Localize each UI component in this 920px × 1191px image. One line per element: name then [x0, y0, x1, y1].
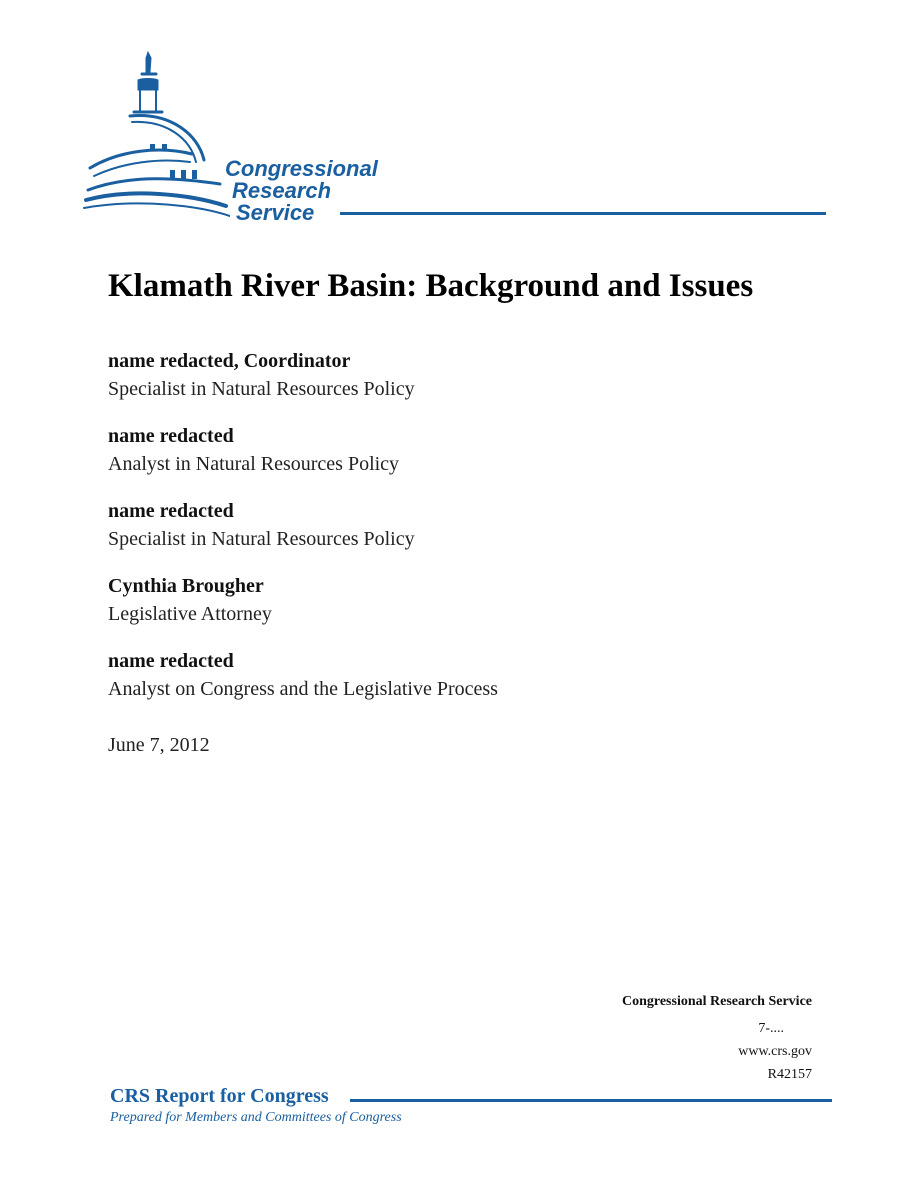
author-role: Analyst in Natural Resources Policy — [108, 453, 400, 475]
author-name: Cynthia Brougher — [108, 575, 264, 597]
author-name: name redacted, Coordinator — [108, 350, 351, 372]
logo-text-congressional: Congressional — [225, 156, 378, 181]
crs-name: Congressional Research Service — [621, 994, 812, 1009]
author-entry — [108, 572, 808, 647]
author-entry — [108, 647, 808, 722]
author-role: Analyst on Congress and the Legislative Process — [108, 678, 498, 700]
footer-title: CRS Report for Congress — [110, 1085, 333, 1108]
author-name: name redacted — [108, 425, 234, 447]
logo-text-service: Service — [236, 200, 315, 225]
author-list — [108, 347, 808, 722]
footer-divider — [350, 1099, 832, 1102]
author-role: Specialist in Natural Resources Policy — [108, 378, 415, 400]
logo-divider — [340, 212, 826, 215]
author-name: name redacted — [108, 500, 234, 522]
report-title: Klamath River Basin: Background and Issues — [108, 268, 754, 304]
report-date: June 7, 2012 — [108, 734, 210, 756]
capitol-dome-icon — [80, 50, 230, 220]
author-entry — [108, 347, 808, 422]
logo-text-research: Research — [232, 178, 332, 203]
crs-website-link[interactable]: www.crs.gov — [738, 1044, 812, 1059]
author-role: Legislative Attorney — [108, 603, 272, 625]
crs-contact-block — [622, 990, 812, 1086]
author-name: name redacted — [108, 650, 234, 672]
footer-subtitle: Prepared for Members and Committees of Congress — [110, 1110, 402, 1125]
crs-logo — [80, 50, 840, 230]
report-number: R42157 — [767, 1067, 812, 1082]
report-footer — [110, 1085, 832, 1126]
author-entry — [108, 497, 808, 572]
author-role: Specialist in Natural Resources Policy — [108, 528, 415, 550]
author-entry — [108, 422, 808, 497]
crs-phone: 7-.... — [758, 1021, 784, 1036]
